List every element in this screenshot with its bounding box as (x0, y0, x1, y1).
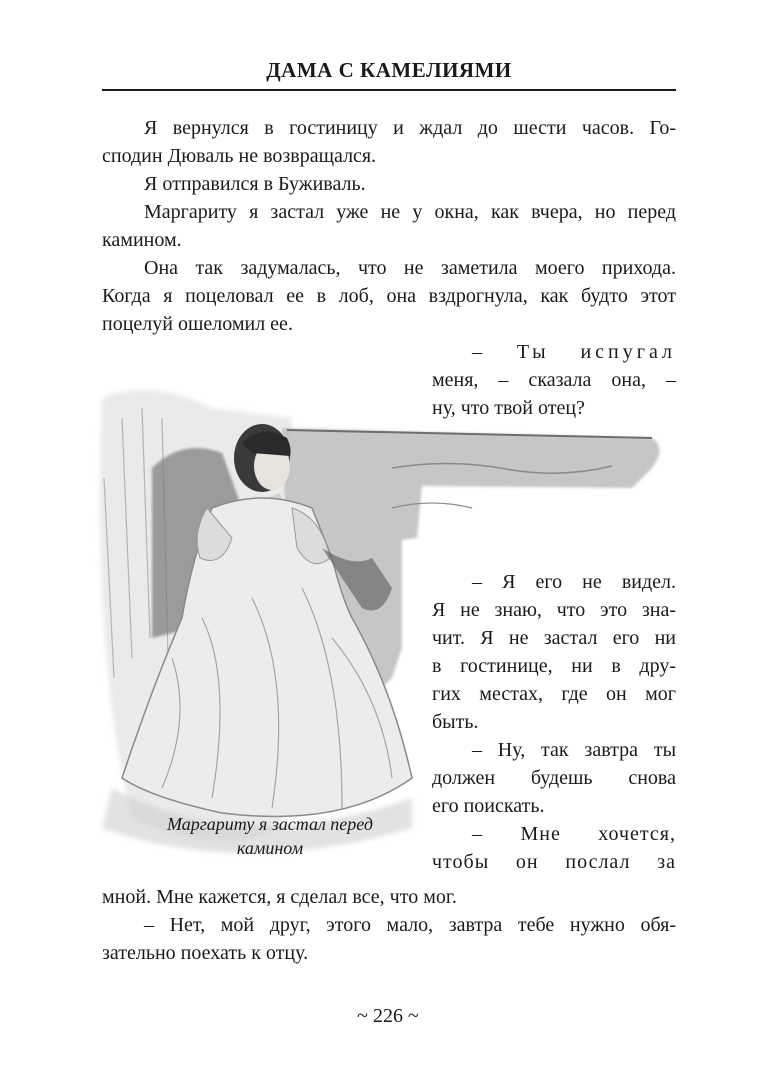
text-line: чтобы он послал за (432, 851, 676, 873)
caption-line: Маргариту я застал перед (167, 814, 373, 834)
text-line: меня, – сказала она, – (432, 369, 676, 391)
text-line: Я вернулся в гостиницу и ждал до шести часов. Го- (144, 117, 676, 139)
text-line: – Ну, так завтра ты (472, 739, 676, 761)
text-line: быть. (432, 711, 479, 733)
text-line: – Нет, мой друг, этого мало, завтра тебе нужно обя- (144, 914, 676, 936)
text-line: камином. (102, 229, 182, 251)
page-number: ~ 226 ~ (357, 1005, 419, 1027)
text-line: Маргариту я застал уже не у окна, как вчера, но перед (144, 201, 676, 223)
text-line: Она так задумалась, что не заметила моего прихода. (144, 257, 676, 279)
text-line: в гостинице, ни в дру- (432, 655, 676, 677)
text-line: должен будешь снова (432, 767, 676, 789)
header-rule (102, 89, 676, 91)
text-line: его поискать. (432, 795, 545, 817)
text-line: Я не знаю, что это зна- (432, 599, 676, 621)
caption-line: камином (236, 838, 304, 858)
text-line: сподин Дюваль не возвращался. (102, 145, 377, 167)
text-line: – Мне хочется, (472, 823, 676, 845)
text-line: – Ты испугал (472, 341, 676, 363)
illustration-caption (130, 812, 410, 860)
text-line: гих местах, где он мог (432, 683, 676, 705)
text-line: чит. Я не застал его ни (432, 627, 676, 649)
text-block-bottom (102, 883, 676, 967)
text-line: ну, что твой отец? (432, 397, 585, 419)
text-line: – Я его не видел. (472, 571, 676, 593)
text-line: зательно поехать к отцу. (102, 942, 309, 964)
text-block-right-2 (432, 568, 676, 876)
text-line: поцелуй ошеломил ее. (102, 313, 293, 335)
text-line: Когда я поцеловал ее в лоб, она вздрогнула, как будто этот (102, 285, 676, 307)
text-line: мной. Мне кажется, я сделал все, что мог. (102, 886, 457, 908)
running-head-title: ДАМА С КАМЕЛИЯМИ (266, 58, 512, 82)
text-block-top (102, 114, 676, 338)
text-line: Я отправился в Буживаль. (144, 173, 366, 195)
